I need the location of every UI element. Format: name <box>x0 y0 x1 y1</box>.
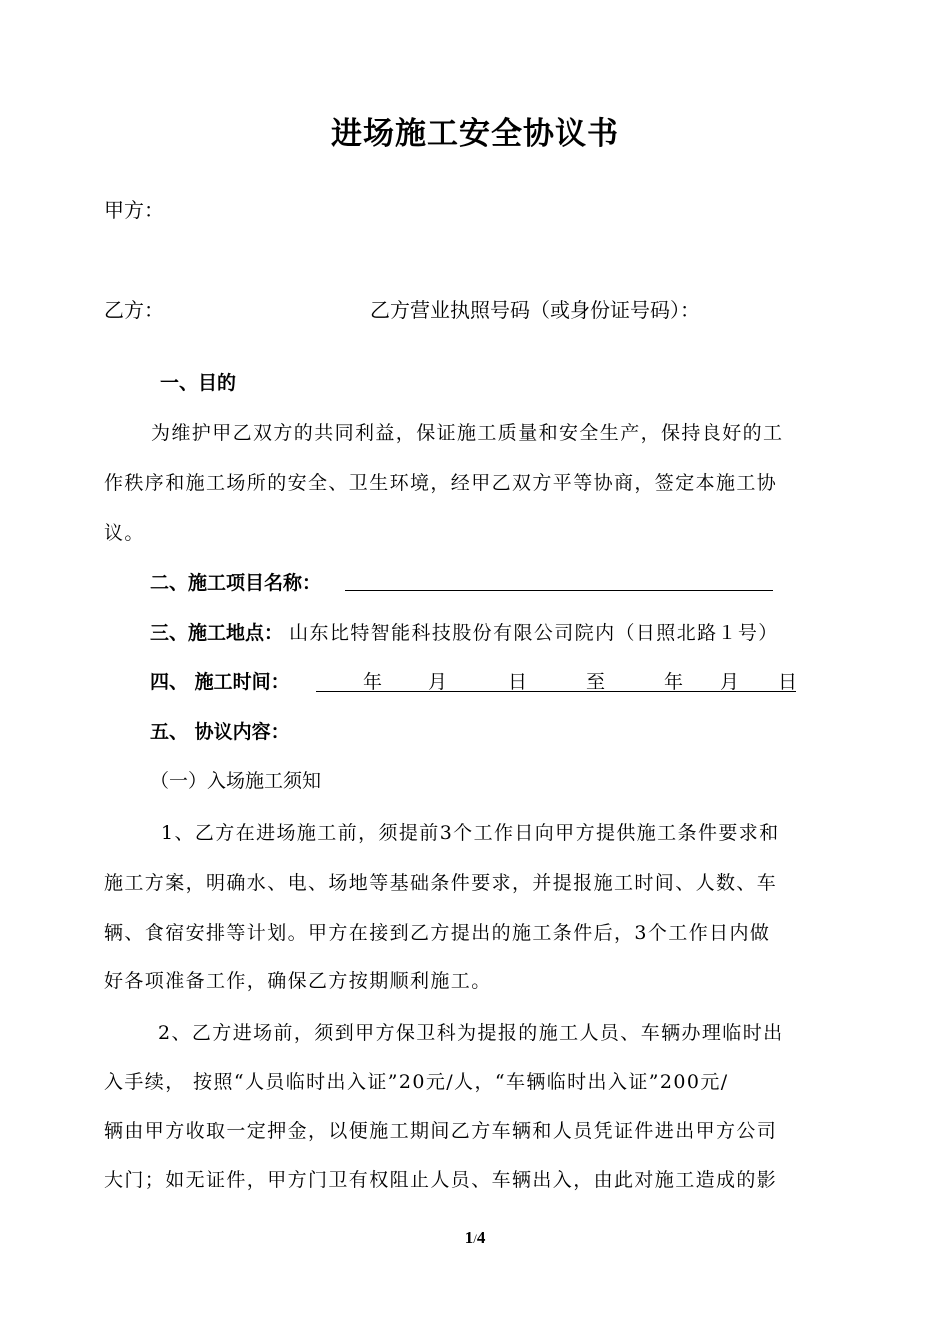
page-total: 4 <box>476 1228 486 1247</box>
subsection1-heading: （一）入场施工须知 <box>150 770 322 792</box>
party-a-label: 甲方： <box>104 198 164 222</box>
date-day-end: 日 <box>778 671 798 693</box>
date-to: 至 <box>586 671 606 693</box>
section2-label: 二、施工项目名称： <box>150 572 322 594</box>
section1-line-1: 为维护甲乙双方的共同利益，保证施工质量和安全生产，保持良好的工 <box>151 422 784 444</box>
page-number <box>0 1228 950 1248</box>
item1-line-2: 施工方案，明确水、电、场地等基础条件要求，并提报施工时间、人数、车 <box>104 872 778 894</box>
item2-line-4: 大门；如无证件，甲方门卫有权阻止人员、车辆出入，由此对施工造成的影 <box>104 1169 778 1191</box>
section3-line <box>150 618 779 645</box>
date-month-end: 月 <box>720 671 740 693</box>
section3-label: 三、施工地点： <box>150 622 284 644</box>
page-current: 1 <box>464 1228 474 1247</box>
date-day-start: 日 <box>508 671 528 693</box>
section1-line-2: 作秩序和施工场所的安全、卫生环境，经甲乙双方平等协商，签定本施工协 <box>104 472 778 494</box>
section1-line-3: 议。 <box>104 522 145 544</box>
document-title: 进场施工安全协议书 <box>331 116 619 152</box>
party-b-label: 乙方： <box>104 298 164 322</box>
item1-line-1: 1、乙方在进场施工前，须提前3个工作日向甲方提供施工条件要求和 <box>161 822 780 844</box>
date-month-start: 月 <box>428 671 448 693</box>
construction-date-range <box>316 667 796 692</box>
date-year-end: 年 <box>664 671 684 693</box>
section1-heading: 一、目的 <box>160 372 237 394</box>
section4-label: 四、 施工时间： <box>150 671 290 693</box>
date-year-start: 年 <box>363 671 383 693</box>
project-name-blank <box>345 590 773 591</box>
party-b-license-label: 乙方营业执照号码（或身份证号码）： <box>370 298 700 322</box>
item2-line-1: 2、乙方进场前，须到甲方保卫科为提报的施工人员、车辆办理临时出 <box>158 1022 784 1044</box>
item1-line-3: 辆、食宿安排等计划。甲方在接到乙方提出的施工条件后，3个工作日内做 <box>104 922 771 944</box>
page-separator: / <box>473 1231 477 1246</box>
section3-value: 山东比特智能科技股份有限公司院内（日照北路１号） <box>289 622 779 644</box>
item2-line-2: 入手续， 按照“人员临时出入证”20元/人，“车辆临时出入证”200元/ <box>104 1071 729 1093</box>
item1-line-4: 好各项准备工作，确保乙方按期顺利施工。 <box>104 970 492 992</box>
section5-label: 五、 协议内容： <box>150 721 290 743</box>
item2-line-3: 辆由甲方收取一定押金，以便施工期间乙方车辆和人员凭证件进出甲方公司 <box>104 1120 778 1142</box>
